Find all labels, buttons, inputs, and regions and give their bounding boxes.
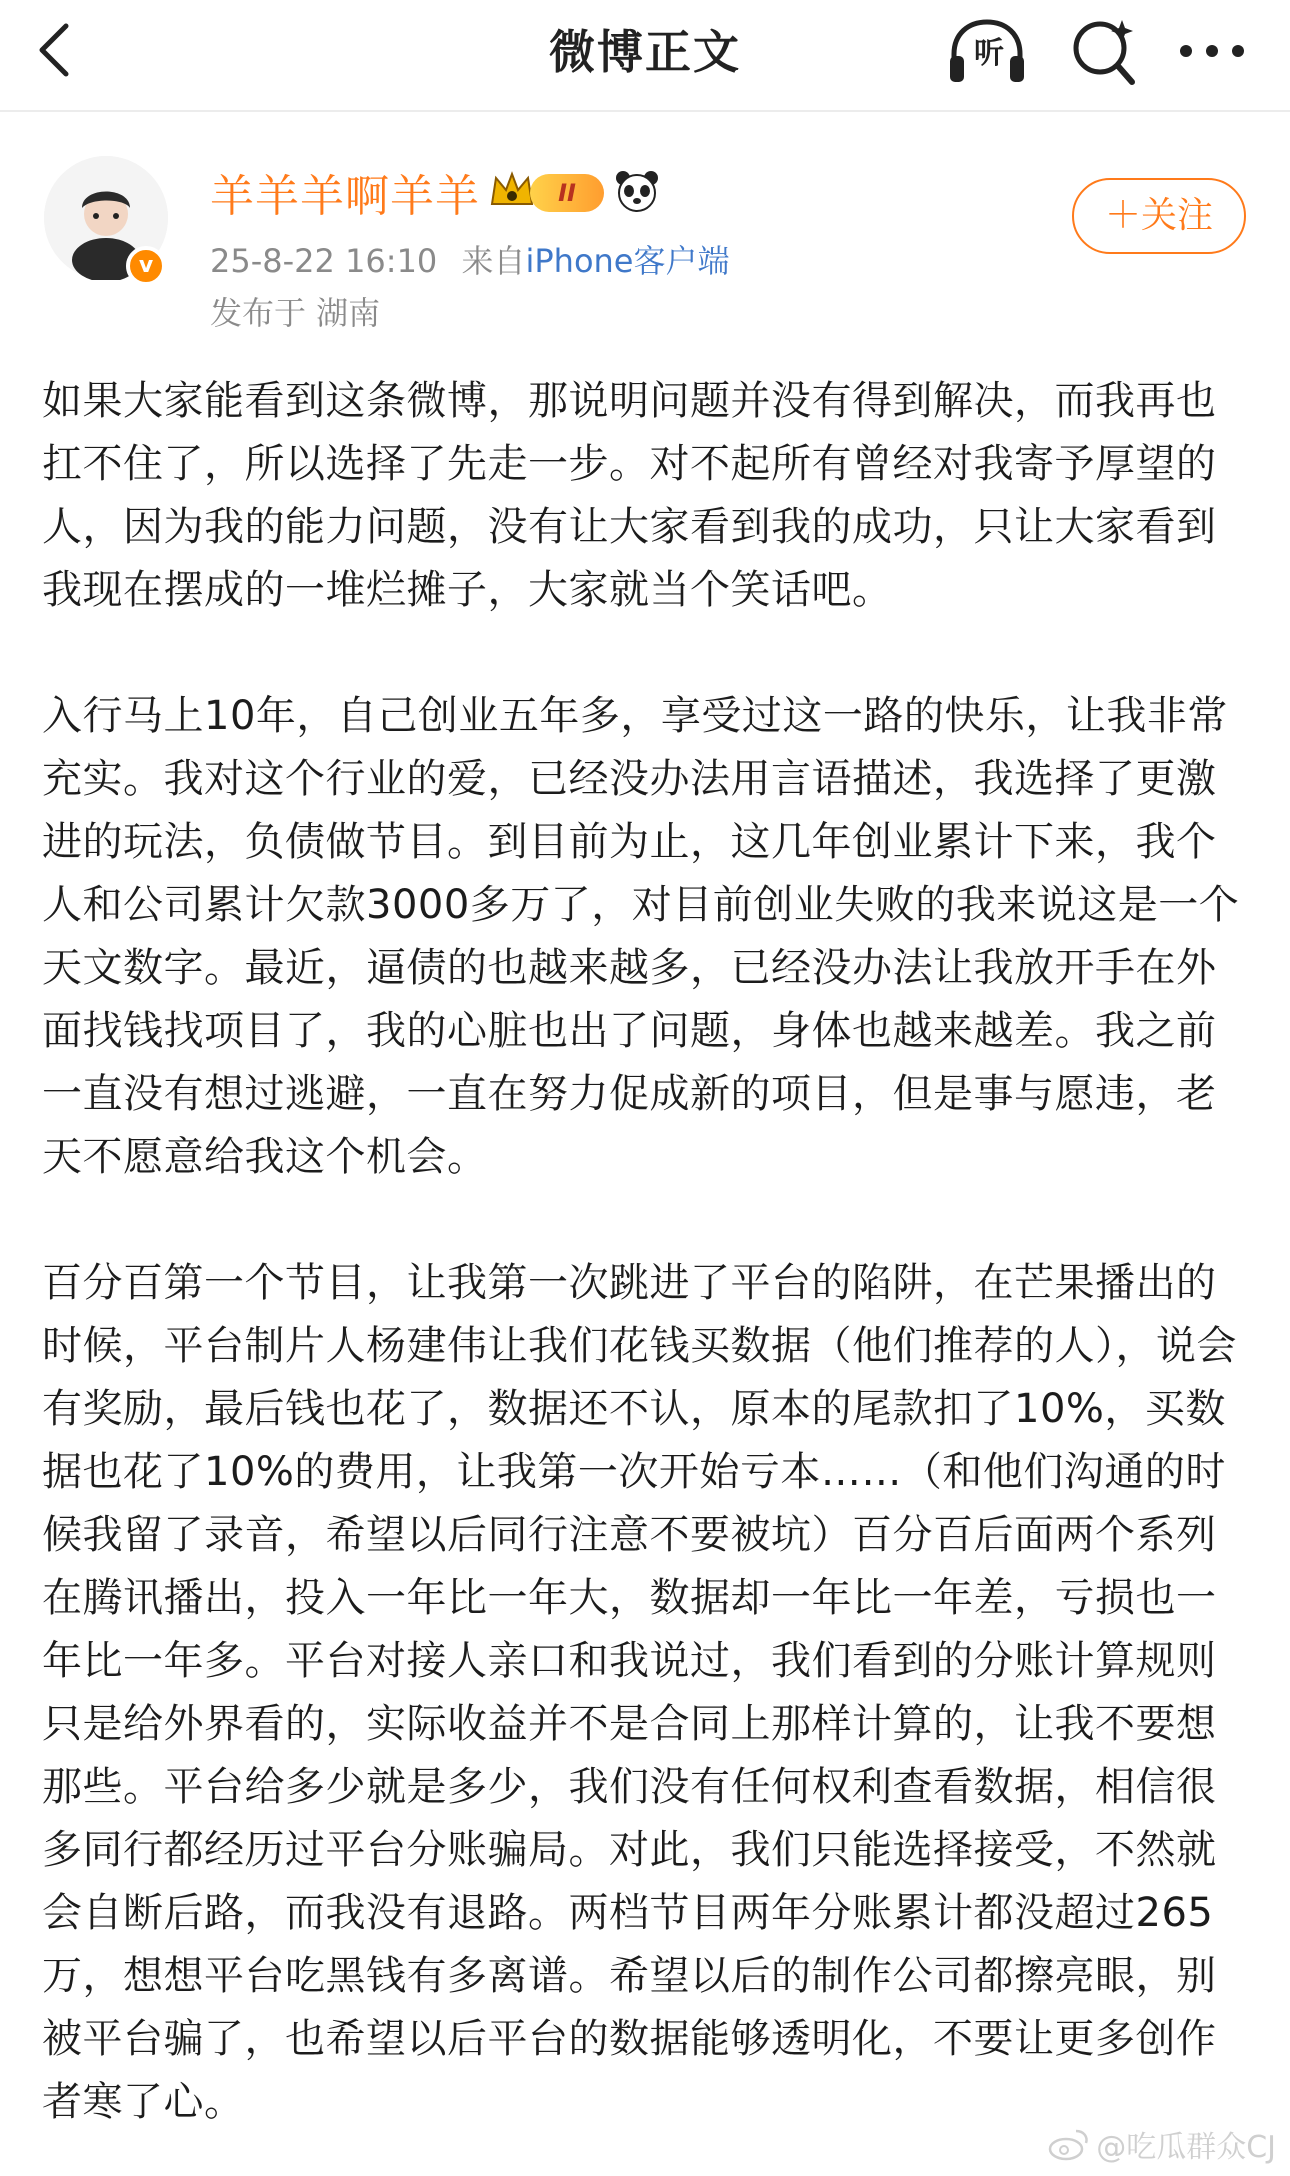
- top-nav-bar: [0, 0, 1290, 112]
- more-dots-icon[interactable]: [1174, 26, 1250, 76]
- watermark-text: @吃瓜群众CJ: [1096, 2130, 1276, 2165]
- post-body: [42, 370, 1252, 2134]
- vip-level-badge: II: [530, 174, 604, 212]
- source-client-link[interactable]: iPhone客户端: [525, 242, 730, 280]
- listen-label: 听: [974, 36, 1004, 71]
- watermark: [1048, 2122, 1276, 2166]
- post-paragraph: 如果大家能看到这条微博，那说明问题并没有得到解决，而我再也扛不住了，所以选择了先走一步。对不起所有曾经对我寄予厚望的人，因为我的能力问题，没有让大家看到我的成功，只让大家看到我现在摆成的一堆烂摊子，大家就当个笑话吧。: [42, 378, 1217, 613]
- post-location: 发布于 湖南: [210, 294, 381, 332]
- weibo-logo-icon: [1048, 2127, 1090, 2161]
- author-name[interactable]: 羊羊羊啊羊羊: [210, 171, 480, 222]
- panda-icon: [614, 168, 660, 214]
- source-prefix: 来自: [461, 242, 526, 280]
- post-paragraph: 入行马上10年，自己创业五年多，享受过这一路的快乐，让我非常充实。我对这个行业的爱，已经没办法用言语描述，我选择了更激进的玩法，负债做节目。到目前为止，这几年创业累计下来，我个人和公司累计欠款3000多万了，对目前创业失败的我来说这是一个天文数字。最近，逼债的也越来越多，已经没办法让我放开手在外面找钱找项目了，我的心脏也出了问题，身体也越来越差。我之前一直没有想过逃避，一直在努力促成新的项目，但是事与愿违，老天不愿意给我这个机会。: [42, 693, 1240, 1180]
- author-header: [0, 112, 1290, 342]
- verified-badge-icon: v: [126, 246, 166, 286]
- crown-icon: [488, 168, 536, 212]
- post-paragraph: 百分百第一个节目，让我第一次跳进了平台的陷阱，在芒果播出的时候，平台制片人杨建伟让我们花钱买数据（他们推荐的人），说会有奖励，最后钱也花了，数据还不认，原本的尾款扣了10%，买数据也花了10%的费用，让我第一次开始亏本……（和他们沟通的时候我留了录音，希望以后同行注意不要被坑）百分百后面两个系列在腾讯播出，投入一年比一年大，数据却一年比一年差，亏损也一年比一年多。平台对接人亲口和我说过，我们看到的分账计算规则只是给外界看的，实际收益并不是合同上那样计算的，让我不要想那些。平台给多少就是多少，我们没有任何权利查看数据，相信很多同行都经历过平台分账骗局。对此，我们只能选择接受，不然就会自断后路，而我没有退路。两档节目两年分账累计都没超过265万，想想平台吃黑钱有多离谱。希望以后的制作公司都擦亮眼，别被平台骗了，也希望以后平台的数据能够透明化，不要让更多创作者寒了心。: [42, 1260, 1237, 2125]
- page-title: 微博正文: [549, 25, 741, 79]
- post-time: 25-8-22 16:10: [210, 242, 438, 280]
- post-meta: [210, 236, 730, 282]
- follow-button[interactable]: ＋关注: [1072, 178, 1246, 254]
- search-icon[interactable]: [1068, 14, 1138, 88]
